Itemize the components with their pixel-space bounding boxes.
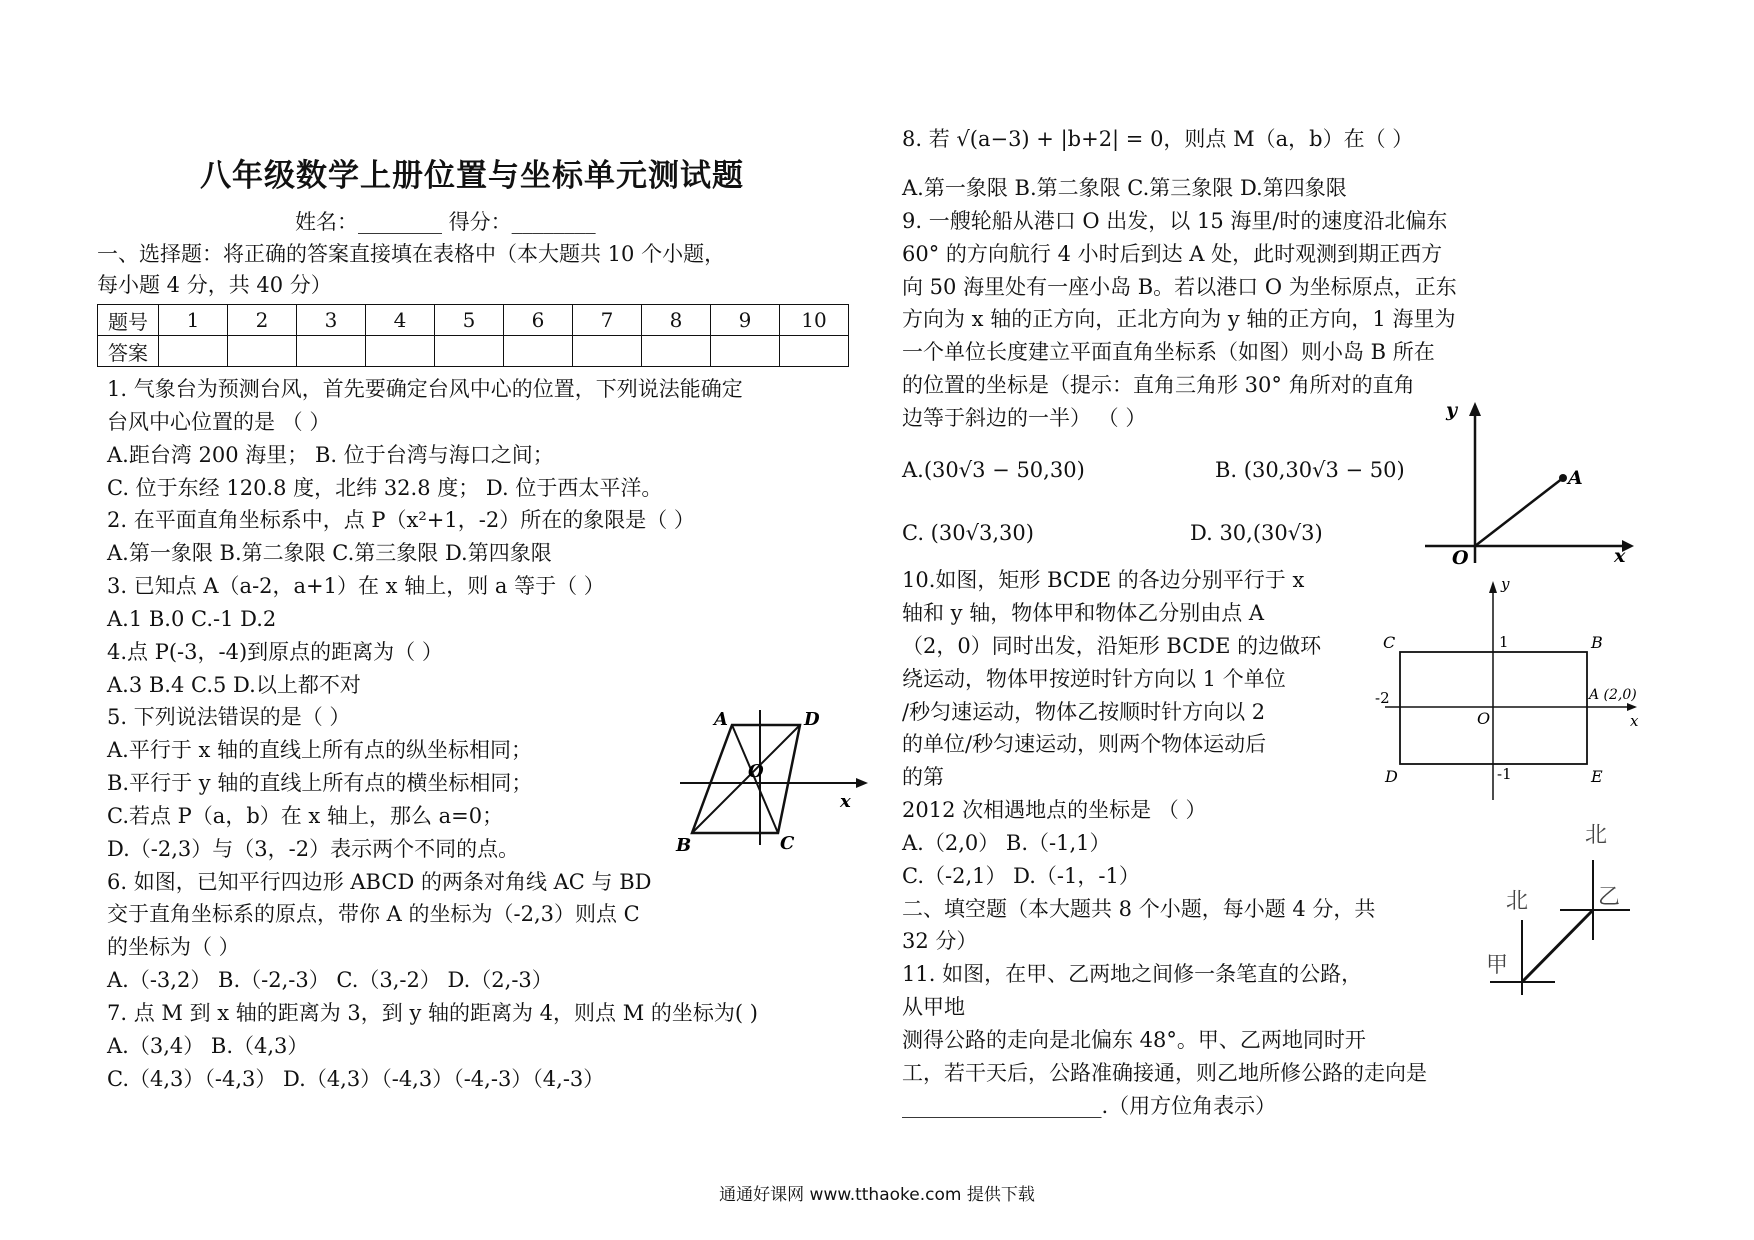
q1-options-cd: C. 位于东经 120.8 度，北纬 32.8 度； D. 位于西太平洋。: [107, 476, 663, 500]
q1-text-cont: 台风中心位置的是 （ ）: [107, 410, 331, 434]
q2-options: A.第一象限 B.第二象限 C.第三象限 D.第四象限: [107, 541, 552, 565]
q5-option-a: A.平行于 x 轴的直线上所有点的纵坐标相同；: [107, 738, 533, 762]
tick-1-label: 1: [1499, 633, 1509, 651]
answer-cell[interactable]: [711, 336, 780, 367]
section2-heading-cont: 32 分）: [902, 929, 978, 953]
vertex-e-label: E: [1591, 767, 1603, 786]
q5-text: 5. 下列说法错误的是（ ）: [107, 705, 351, 729]
vertex-c-label: C: [1383, 633, 1396, 652]
q6-text: 6. 如图，已知平行四边形 ABCD 的两条对角线 AC 与 BD: [107, 870, 652, 894]
north-label-jia: 北: [1506, 889, 1529, 914]
table-cell: 5: [435, 305, 504, 336]
road-figure: [1480, 820, 1640, 1000]
q6-options: A.（-3,2） B.（-2,-3） C.（3,-2） D.（2,-3）: [107, 968, 553, 992]
q10-text: 10.如图，矩形 BCDE 的各边分别平行于 x: [902, 568, 1305, 592]
q9-text-3: 向 50 海里处有一座小岛 B。若以港口 O 为坐标原点，正东: [902, 275, 1457, 299]
section1-heading: 一、选择题：将正确的答案直接填在表格中（本大题共 10 个小题，: [97, 242, 726, 266]
table-cell: 1: [159, 305, 228, 336]
q9-text-6: 的位置的坐标是（提示：直角三角形 30° 角所对的直角: [902, 373, 1415, 397]
q1-options-ab: A.距台湾 200 海里； B. 位于台湾与海口之间；: [107, 443, 554, 467]
q10-text-2: 轴和 y 轴，物体甲和物体乙分别由点 A: [902, 601, 1265, 625]
q9-text: 9. 一艘轮船从港口 O 出发，以 15 海里/时的速度沿北偏东: [902, 209, 1448, 233]
q5-option-c: C.若点 P（a，b）在 x 轴上，那么 a=0；: [107, 804, 504, 828]
table-cell: 7: [573, 305, 642, 336]
table-row: [98, 336, 849, 367]
y-axis-label: y: [1501, 575, 1510, 593]
q7-options-ab: A.（3,4） B.（4,3）: [107, 1034, 309, 1058]
q10-text-7: 的第: [902, 765, 944, 789]
q9-option-d: D. 30,(30√3): [1190, 521, 1323, 545]
q3-options: A.1 B.0 C.-1 D.2: [107, 607, 277, 631]
vertex-d-label: D: [1385, 767, 1398, 786]
q9-text-4: 方向为 x 轴的正方向，正北方向为 y 轴的正方向，1 海里为: [902, 307, 1456, 331]
table-row: [98, 305, 849, 336]
jia-label: 甲: [1486, 953, 1509, 978]
answer-cell[interactable]: [297, 336, 366, 367]
q7-text: 7. 点 M 到 x 轴的距离为 3，到 y 轴的距离为 4，则点 M 的坐标为( ): [107, 1001, 758, 1025]
q6-text-cont2: 的坐标为（ ）: [107, 935, 240, 959]
table-cell: 4: [366, 305, 435, 336]
x-axis-label: x: [1630, 712, 1639, 730]
answer-cell[interactable]: [435, 336, 504, 367]
x-axis-label: x: [1614, 545, 1626, 567]
vertex-d-label: D: [804, 709, 820, 730]
table-header-cell: 答案: [98, 336, 159, 367]
q11-text-2: 从甲地: [902, 995, 965, 1019]
q9-text-2: 60° 的方向航行 4 小时后到达 A 处，此时观测到期正西方: [902, 242, 1443, 266]
table-cell: 10: [780, 305, 849, 336]
q1-text: 1. 气象台为预测台风，首先要确定台风中心的位置，下列说法能确定: [107, 377, 743, 401]
point-a-label: A (2,0): [1589, 687, 1637, 703]
q9-text-5: 一个单位长度建立平面直角坐标系（如图）则小岛 B 所在: [902, 340, 1435, 364]
q9-option-c: C. (30√3,30): [902, 521, 1034, 545]
q10-text-3: （2，0）同时出发，沿矩形 BCDE 的边做环: [902, 634, 1322, 658]
section1-heading-cont: 每小题 4 分，共 40 分）: [97, 273, 332, 297]
q6-text-cont: 交于直角坐标系的原点，带你 A 的坐标为（-2,3）则点 C: [107, 902, 640, 926]
q3-text: 3. 已知点 A（a-2，a+1）在 x 轴上，则 a 等于（ ）: [107, 574, 605, 598]
rectangle-figure: [1365, 575, 1645, 805]
answer-cell[interactable]: [366, 336, 435, 367]
parallelogram-figure: [670, 705, 870, 855]
q2-text: 2. 在平面直角坐标系中，点 P（x²+1，-2）所在的象限是（ ）: [107, 508, 695, 532]
ship-route-figure: [1420, 398, 1640, 568]
x-axis-label: x: [840, 791, 851, 812]
q11-text: 11. 如图，在甲、乙两地之间修一条笔直的公路，: [902, 962, 1363, 986]
answer-cell[interactable]: [573, 336, 642, 367]
q10-text-5: /秒匀速运动，物体乙按顺时针方向以 2: [902, 700, 1266, 724]
origin-label: O: [1477, 709, 1491, 728]
table-cell: 3: [297, 305, 366, 336]
answer-cell[interactable]: [780, 336, 849, 367]
q8-text: 8. 若 √(a−3) + |b+2| = 0，则点 M（a，b）在（ ）: [902, 127, 1414, 151]
origin-label: O: [748, 761, 764, 782]
vertex-c-label: C: [780, 833, 795, 854]
answer-table: [97, 304, 849, 367]
section2-heading: 二、填空题（本大题共 8 个小题，每小题 4 分，共: [902, 897, 1376, 921]
q10-text-8: 2012 次相遇地点的坐标是 （ ）: [902, 798, 1207, 822]
q9-option-a: A.(30√3 − 50,30): [902, 458, 1085, 482]
q7-options-cd: C.（4,3）（-4,3） D.（4,3）（-4,3）（-4,-3）（4,-3）: [107, 1067, 605, 1091]
q10-options-ab: A.（2,0） B.（-1,1）: [902, 831, 1111, 855]
vertex-b-label: B: [1591, 633, 1603, 652]
north-label-yi: 北: [1585, 823, 1608, 848]
q11-text-4: 工，若干天后，公路准确接通，则乙地所修公路的走向是: [902, 1061, 1427, 1085]
q11-blank: ___________________.（用方位角表示）: [902, 1094, 1277, 1118]
q4-text: 4.点 P(-3，-4)到原点的距离为（ ）: [107, 640, 443, 664]
answer-cell[interactable]: [504, 336, 573, 367]
q10-options-cd: C.（-2,1） D.（-1，-1）: [902, 864, 1140, 888]
table-cell: 6: [504, 305, 573, 336]
page-title: 八年级数学上册位置与坐标单元测试题: [200, 158, 744, 194]
table-cell: 2: [228, 305, 297, 336]
q8-options: A.第一象限 B.第二象限 C.第三象限 D.第四象限: [902, 176, 1347, 200]
q10-text-6: 的单位/秒匀速运动，则两个物体运动后: [902, 732, 1267, 756]
q10-text-4: 绕运动，物体甲按逆时针方向以 1 个单位: [902, 667, 1286, 691]
tick-minus2-label: -2: [1375, 689, 1390, 707]
answer-cell[interactable]: [642, 336, 711, 367]
answer-cell[interactable]: [159, 336, 228, 367]
q4-options: A.3 B.4 C.5 D.以上都不对: [107, 673, 361, 697]
table-cell: 9: [711, 305, 780, 336]
y-axis-label: y: [1446, 399, 1458, 421]
table-header-cell: 题号: [98, 305, 159, 336]
origin-label: O: [1452, 547, 1469, 568]
q11-text-3: 测得公路的走向是北偏东 48°。甲、乙两地同时开: [902, 1028, 1366, 1052]
point-a-label: A: [1568, 467, 1583, 489]
name-score-line: 姓名：________ 得分：________: [295, 210, 596, 234]
vertex-b-label: B: [676, 835, 692, 855]
vertex-a-label: A: [714, 709, 728, 730]
yi-label: 乙: [1598, 885, 1621, 910]
answer-cell[interactable]: [228, 336, 297, 367]
tick-minus1-label: -1: [1497, 765, 1512, 783]
table-cell: 8: [642, 305, 711, 336]
q9-text-7: 边等于斜边的一半） （ ）: [902, 406, 1147, 430]
q9-option-b: B. (30,30√3 − 50): [1215, 458, 1405, 482]
footer-text: 通通好课网 www.tthaoke.com 提供下载: [719, 1185, 1035, 1205]
q5-option-b: B.平行于 y 轴的直线上所有点的横坐标相同；: [107, 771, 533, 795]
q5-option-d: D.（-2,3）与（3，-2）表示两个不同的点。: [107, 837, 520, 861]
